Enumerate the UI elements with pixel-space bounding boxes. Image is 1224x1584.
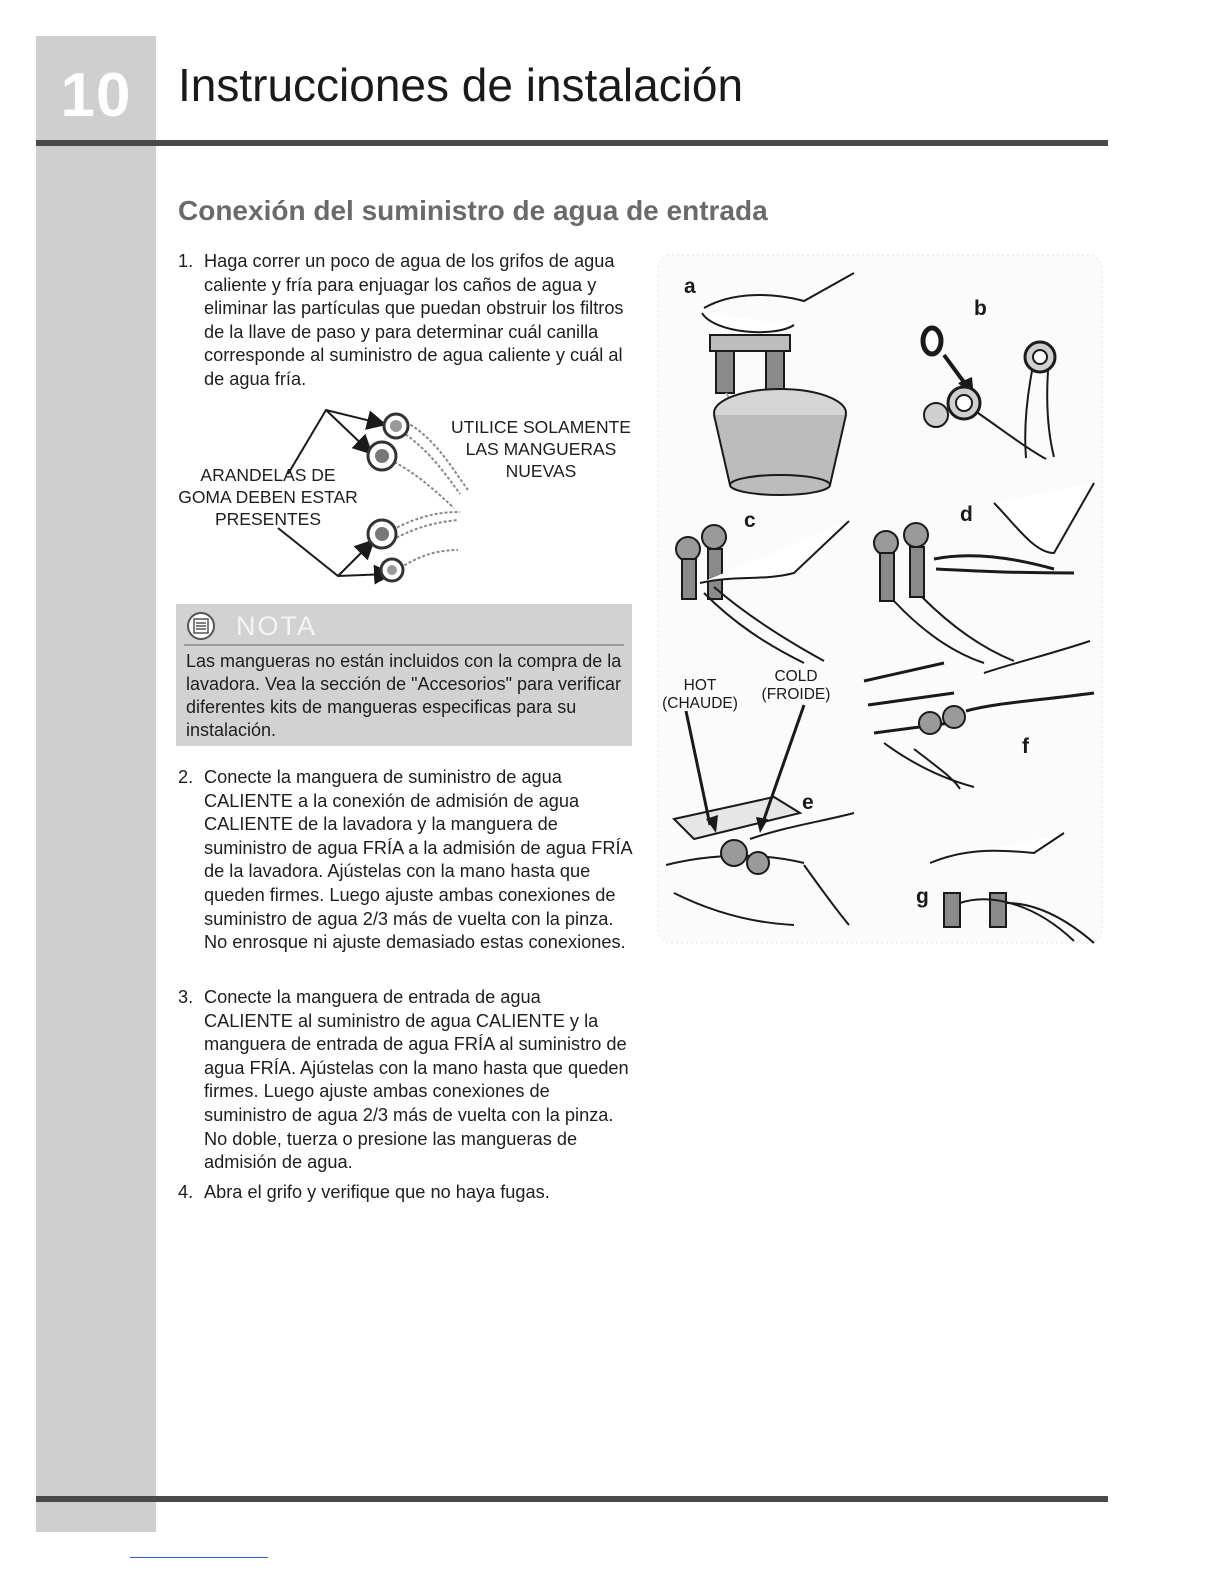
cold-label-fr: (FROIDE)	[761, 686, 831, 703]
panel-label-d: d	[960, 503, 973, 526]
step-text: Haga correr un poco de agua de los grifos de agua caliente y fría para enjuagar los caños de agua y eliminar las partículas que puedan obstruir los filtros de la llave de paso y para determinar cuál canilla corresponde al suministro de agua caliente y cuál al de agua fría.	[204, 251, 624, 389]
step-text: Conecte la manguera de suministro de agua CALIENTE a la conexión de admisión de agua CALIENTE de la lavadora y la manguera de suministro de agua FRÍA a la admisión de agua FRÍA de la lavadora. Ajústelas con la mano hasta que queden firmes. Luego ajuste ambas conexiones de suministro de agua 2/3 más de vuelta con la pinza. No enrosque ni ajuste demasiado estas conexiones.	[204, 767, 632, 953]
page-number: 10	[60, 61, 132, 130]
note-title: NOTA	[236, 610, 317, 641]
step-item	[178, 1181, 634, 1205]
step-item	[178, 250, 634, 392]
installation-illustration	[654, 253, 1104, 945]
footer-link-line	[130, 1557, 268, 1558]
panel-label-e: e	[802, 791, 814, 814]
note-box	[176, 604, 632, 746]
lower-hose-fittings	[368, 512, 460, 581]
panel-label-a: a	[684, 275, 696, 298]
panel-label-c: c	[744, 509, 756, 532]
step-text: Abra el grifo y verifique que no haya fugas.	[204, 1182, 550, 1202]
hot-label	[658, 677, 742, 713]
cold-label	[754, 668, 838, 704]
panel-label-b: b	[974, 297, 987, 320]
header-rule	[36, 140, 1108, 146]
panel-label-g: g	[916, 885, 929, 908]
sidebar-band	[36, 36, 156, 1532]
washers-callout: ARANDELAS DE GOMA DEBEN ESTAR PRESENTES	[178, 465, 358, 529]
illustration-drawing	[654, 253, 1104, 945]
note-icon	[186, 611, 216, 641]
hot-label-en: HOT	[683, 677, 717, 694]
step-number: 2.	[178, 767, 194, 787]
cold-label-en: COLD	[774, 668, 818, 685]
note-divider	[184, 644, 624, 646]
step-number: 1.	[178, 251, 194, 271]
hot-label-fr: (CHAUDE)	[662, 695, 738, 712]
note-text: Las mangueras no están incluidos con la compra de la lavadora. Vea la sección de "Accesorios" para verificar diferentes kits de mangueras especificas para su instalación.	[186, 651, 622, 740]
section-title: Conexión del suministro de agua de entrada	[178, 195, 768, 226]
step-item	[178, 766, 634, 955]
step-text: Conecte la manguera de entrada de agua CALIENTE al suministro de agua CALIENTE y la manguera de entrada de agua FRÍA al suministro de agua FRÍA. Ajústelas con la mano hasta que queden firmes. Luego ajuste ambas conexiones de suministro de agua 2/3 más de vuelta con la pinza. No doble, tuerza o presione las mangueras de admisión de agua.	[204, 987, 629, 1173]
note-header	[186, 610, 317, 642]
panel-label-f: f	[1022, 735, 1029, 758]
footer-rule	[36, 1496, 1108, 1502]
new-hoses-callout: UTILICE SOLAMENTE LAS MANGUERAS NUEVAS	[451, 417, 631, 481]
step-number: 3.	[178, 987, 194, 1007]
page-title: Instrucciones de instalación	[178, 59, 744, 111]
hose-washer-figure	[178, 404, 638, 604]
step-item	[178, 986, 634, 1175]
step-number: 4.	[178, 1182, 194, 1202]
